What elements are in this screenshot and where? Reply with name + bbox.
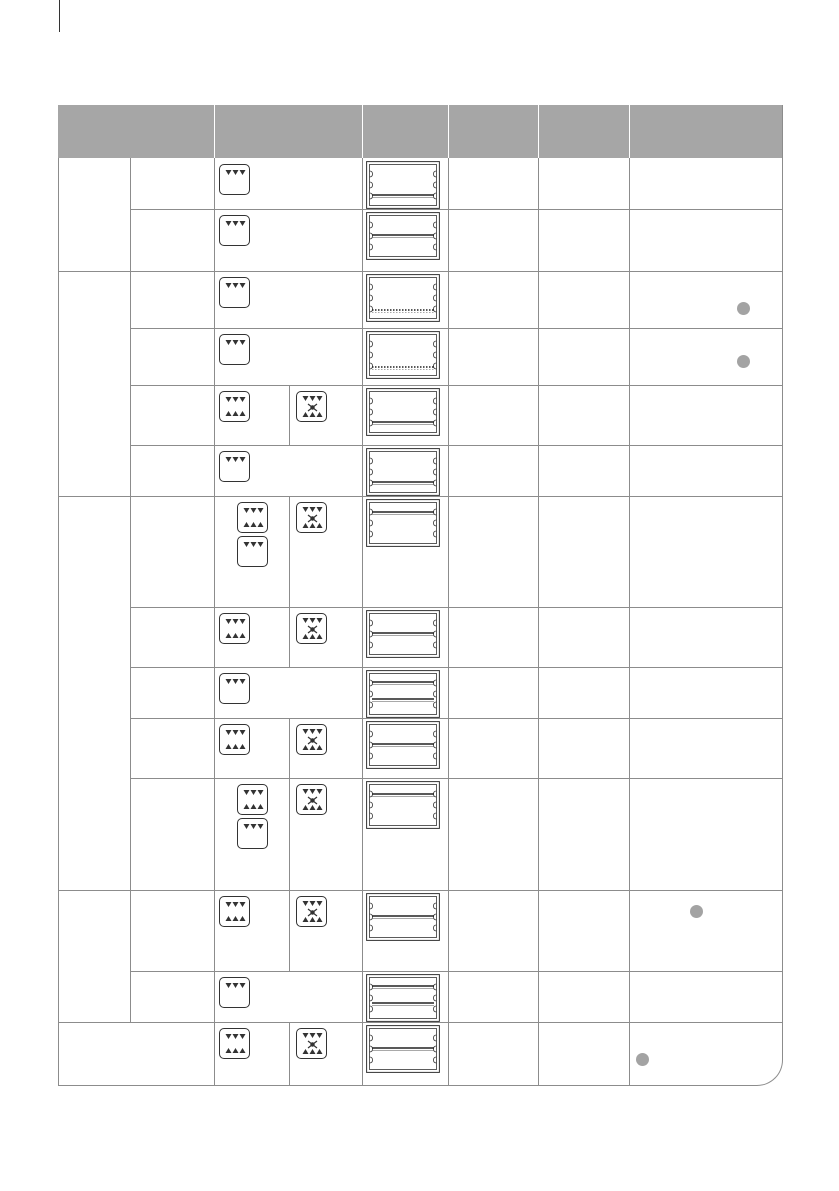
grid-line bbox=[58, 496, 782, 497]
grid-line bbox=[289, 496, 290, 607]
grid-line bbox=[130, 971, 782, 972]
grid-line bbox=[58, 271, 782, 272]
oven-shelf-position-icon bbox=[366, 388, 440, 436]
grid-line bbox=[448, 158, 449, 1085]
grid-line bbox=[58, 890, 782, 891]
grid-line bbox=[130, 158, 131, 1022]
bottom-heat-icon bbox=[219, 215, 250, 246]
grid-line bbox=[130, 718, 782, 719]
oven-shelf-position-icon bbox=[366, 274, 440, 322]
fan-heat-icon bbox=[296, 1028, 327, 1059]
note-marker-dot bbox=[636, 1053, 649, 1066]
top-bottom-heat-icon bbox=[237, 502, 268, 533]
oven-shelf-position-icon bbox=[366, 610, 440, 658]
grid-line bbox=[538, 158, 539, 1085]
oven-shelf-position-icon bbox=[366, 212, 440, 260]
note-marker-dot bbox=[690, 905, 703, 918]
oven-shelf-position-icon bbox=[366, 721, 440, 769]
bottom-heat-icon bbox=[219, 977, 250, 1008]
grid-line bbox=[130, 209, 782, 210]
grid-line bbox=[289, 385, 290, 445]
top-bottom-heat-icon bbox=[237, 784, 268, 815]
fan-heat-icon bbox=[296, 391, 327, 422]
fan-heat-icon bbox=[296, 724, 327, 755]
table-header bbox=[58, 105, 782, 158]
top-bottom-heat-icon bbox=[219, 896, 250, 927]
bottom-heat-icon bbox=[219, 277, 250, 308]
oven-shelf-position-icon bbox=[366, 670, 440, 718]
grid-line bbox=[289, 890, 290, 971]
grid-line bbox=[362, 158, 363, 1085]
bottom-heat-icon bbox=[219, 673, 250, 704]
grid-line bbox=[289, 607, 290, 667]
top-bottom-heat-icon bbox=[219, 724, 250, 755]
table-rounded-corner bbox=[750, 1050, 783, 1086]
top-bottom-heat-icon bbox=[219, 613, 250, 644]
oven-shelf-position-icon bbox=[366, 781, 440, 829]
grid-line bbox=[130, 445, 782, 446]
grid-line bbox=[130, 607, 782, 608]
grid-line bbox=[58, 1085, 752, 1086]
oven-shelf-position-icon bbox=[366, 974, 440, 1022]
grid-line bbox=[289, 778, 290, 890]
grid-line bbox=[289, 718, 290, 778]
oven-shelf-position-icon bbox=[366, 499, 440, 547]
fan-heat-icon bbox=[296, 502, 327, 533]
note-marker-dot bbox=[737, 302, 750, 315]
bottom-heat-icon bbox=[219, 334, 250, 365]
oven-shelf-position-icon bbox=[366, 893, 440, 941]
oven-shelf-position-icon bbox=[366, 1025, 440, 1073]
oven-shelf-position-icon bbox=[366, 448, 440, 496]
grid-line bbox=[629, 158, 630, 1085]
grid-line bbox=[289, 1022, 290, 1085]
bottom-heat-icon bbox=[237, 536, 268, 567]
fan-heat-icon bbox=[296, 784, 327, 815]
grid-line bbox=[58, 1022, 782, 1023]
fan-heat-icon bbox=[296, 613, 327, 644]
note-marker-dot bbox=[737, 355, 750, 368]
grid-line bbox=[782, 105, 783, 1050]
oven-shelf-position-icon bbox=[366, 161, 440, 209]
grid-line bbox=[130, 778, 782, 779]
fan-heat-icon bbox=[296, 896, 327, 927]
top-bottom-heat-icon bbox=[219, 391, 250, 422]
bottom-heat-icon bbox=[219, 451, 250, 482]
grid-line bbox=[130, 328, 782, 329]
grid-line bbox=[130, 667, 782, 668]
grid-line bbox=[214, 158, 215, 1085]
bottom-heat-icon bbox=[219, 164, 250, 195]
grid-line bbox=[130, 385, 782, 386]
bottom-heat-icon bbox=[237, 818, 268, 849]
oven-shelf-position-icon bbox=[366, 331, 440, 379]
grid-line bbox=[58, 158, 59, 1085]
top-bottom-heat-icon bbox=[219, 1028, 250, 1059]
